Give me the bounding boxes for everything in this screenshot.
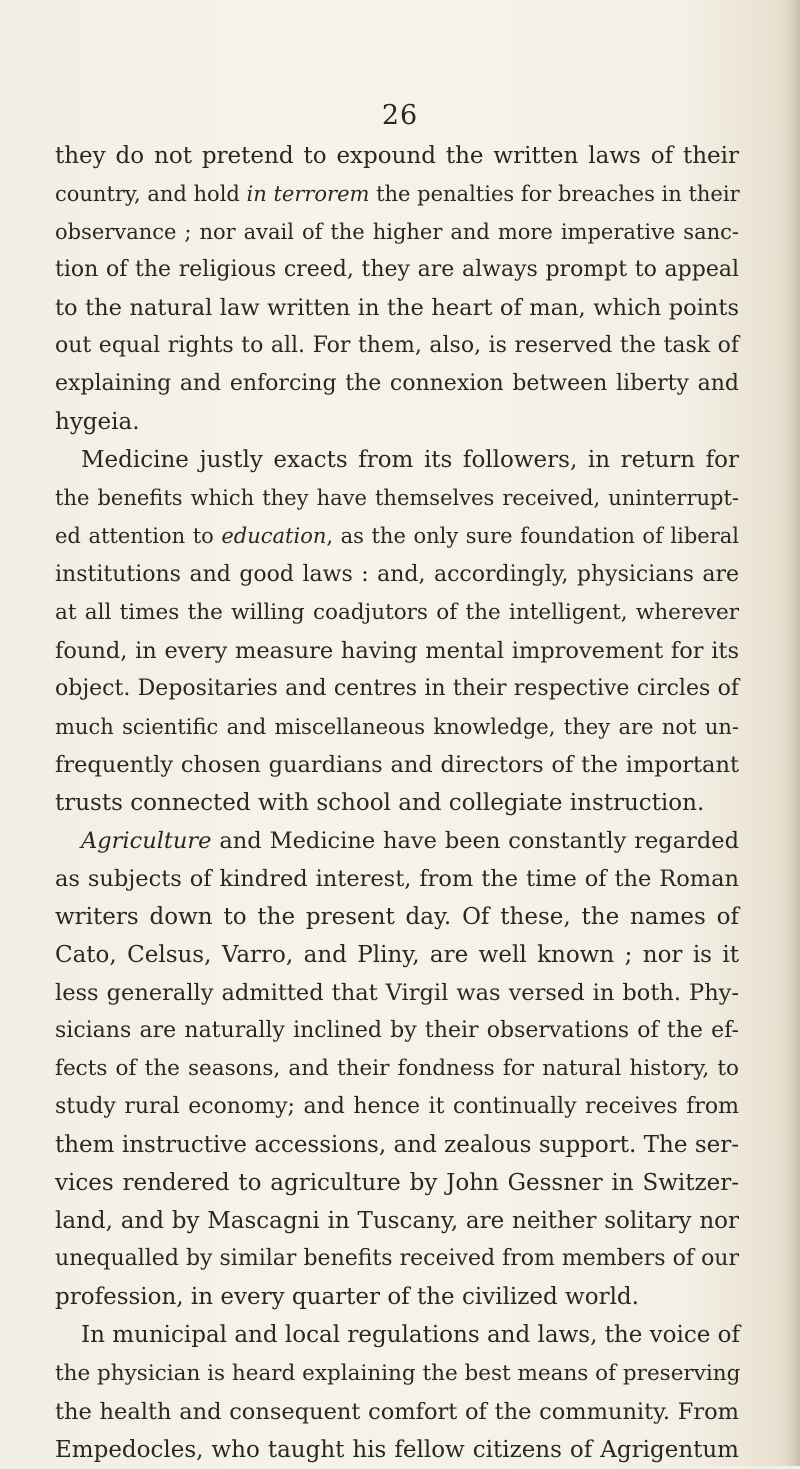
text-line: object. Depositaries and centres in their respective circles of bbox=[55, 675, 739, 701]
text-line: Cato, Celsus, Varro, and Pliny, are well known ; nor is it bbox=[55, 941, 739, 968]
text-line: them instructive accessions, and zealous support. The ser- bbox=[55, 1132, 739, 1159]
text-line: ed attention to education, as the only sure foundation of liberal bbox=[55, 524, 740, 549]
text-line: trusts connected with school and collegiate instruction. bbox=[55, 789, 705, 816]
text-line: institutions and good laws : and, accordingly, physicians are bbox=[55, 561, 739, 587]
text-line: profession, in every quarter of the civilized world. bbox=[55, 1284, 639, 1311]
text-line: hygeia. bbox=[55, 409, 140, 436]
paragraph-start-line: Agriculture and Medicine have been constantly regarded bbox=[81, 827, 739, 854]
text-line: the physician is heard explaining the best means of preserving bbox=[55, 1360, 741, 1386]
text-line: the health and consequent comfort of the community. From bbox=[55, 1398, 739, 1425]
text-line: vices rendered to agriculture by John Gessner in Switzer- bbox=[55, 1170, 739, 1197]
text-line: frequently chosen guardians and directors of the important bbox=[55, 751, 739, 778]
text-line: much scientific and miscellaneous knowledge, they are not un- bbox=[55, 714, 739, 739]
paragraph-start-line: Medicine justly exacts from its followers, in return for bbox=[81, 447, 739, 474]
text-line: found, in every measure having mental improvement for its bbox=[55, 637, 739, 664]
text-line: fects of the seasons, and their fondness for natural history, to bbox=[55, 1056, 739, 1082]
paragraph-start-line: In municipal and local regulations and laws, the voice of bbox=[81, 1322, 741, 1349]
text-line: at all times the willing coadjutors of the intelligent, wherever bbox=[55, 599, 739, 625]
text-line: unequalled by similar benefits received from members of our bbox=[55, 1246, 739, 1272]
page-edge-shadow bbox=[786, 0, 800, 1466]
text-line: country, and hold in terrorem the penalties for breaches in their bbox=[55, 182, 740, 207]
text-line: tion of the religious creed, they are always prompt to appeal bbox=[55, 257, 739, 283]
text-line: observance ; nor avail of the higher and more imperative sanc- bbox=[55, 220, 739, 245]
text-line: to the natural law written in the heart of man, which points bbox=[55, 295, 739, 322]
text-line: explaining and enforcing the connexion between liberty and bbox=[55, 371, 739, 397]
text-line: sicians are naturally inclined by their observations of the ef- bbox=[55, 1018, 739, 1044]
text-line: land, and by Mascagni in Tuscany, are neither solitary nor bbox=[55, 1208, 739, 1235]
text-line: the benefits which they have themselves received, uninterrupt- bbox=[55, 486, 739, 511]
text-line: less generally admitted that Virgil was versed in both. Phy- bbox=[55, 980, 739, 1007]
body-text bbox=[55, 137, 739, 1469]
text-line: they do not pretend to expound the written laws of their bbox=[55, 143, 739, 169]
text-line: Empedocles, who taught his fellow citizens of Agrigentum bbox=[55, 1436, 739, 1463]
page-number: 26 bbox=[381, 100, 419, 131]
text-line: study rural economy; and hence it continually receives from bbox=[55, 1094, 739, 1120]
text-line: out equal rights to all. For them, also, is reserved the task of bbox=[55, 333, 739, 359]
text-line: as subjects of kindred interest, from the time of the Roman bbox=[55, 865, 739, 892]
text-line: writers down to the present day. Of these, the names of bbox=[55, 903, 739, 930]
